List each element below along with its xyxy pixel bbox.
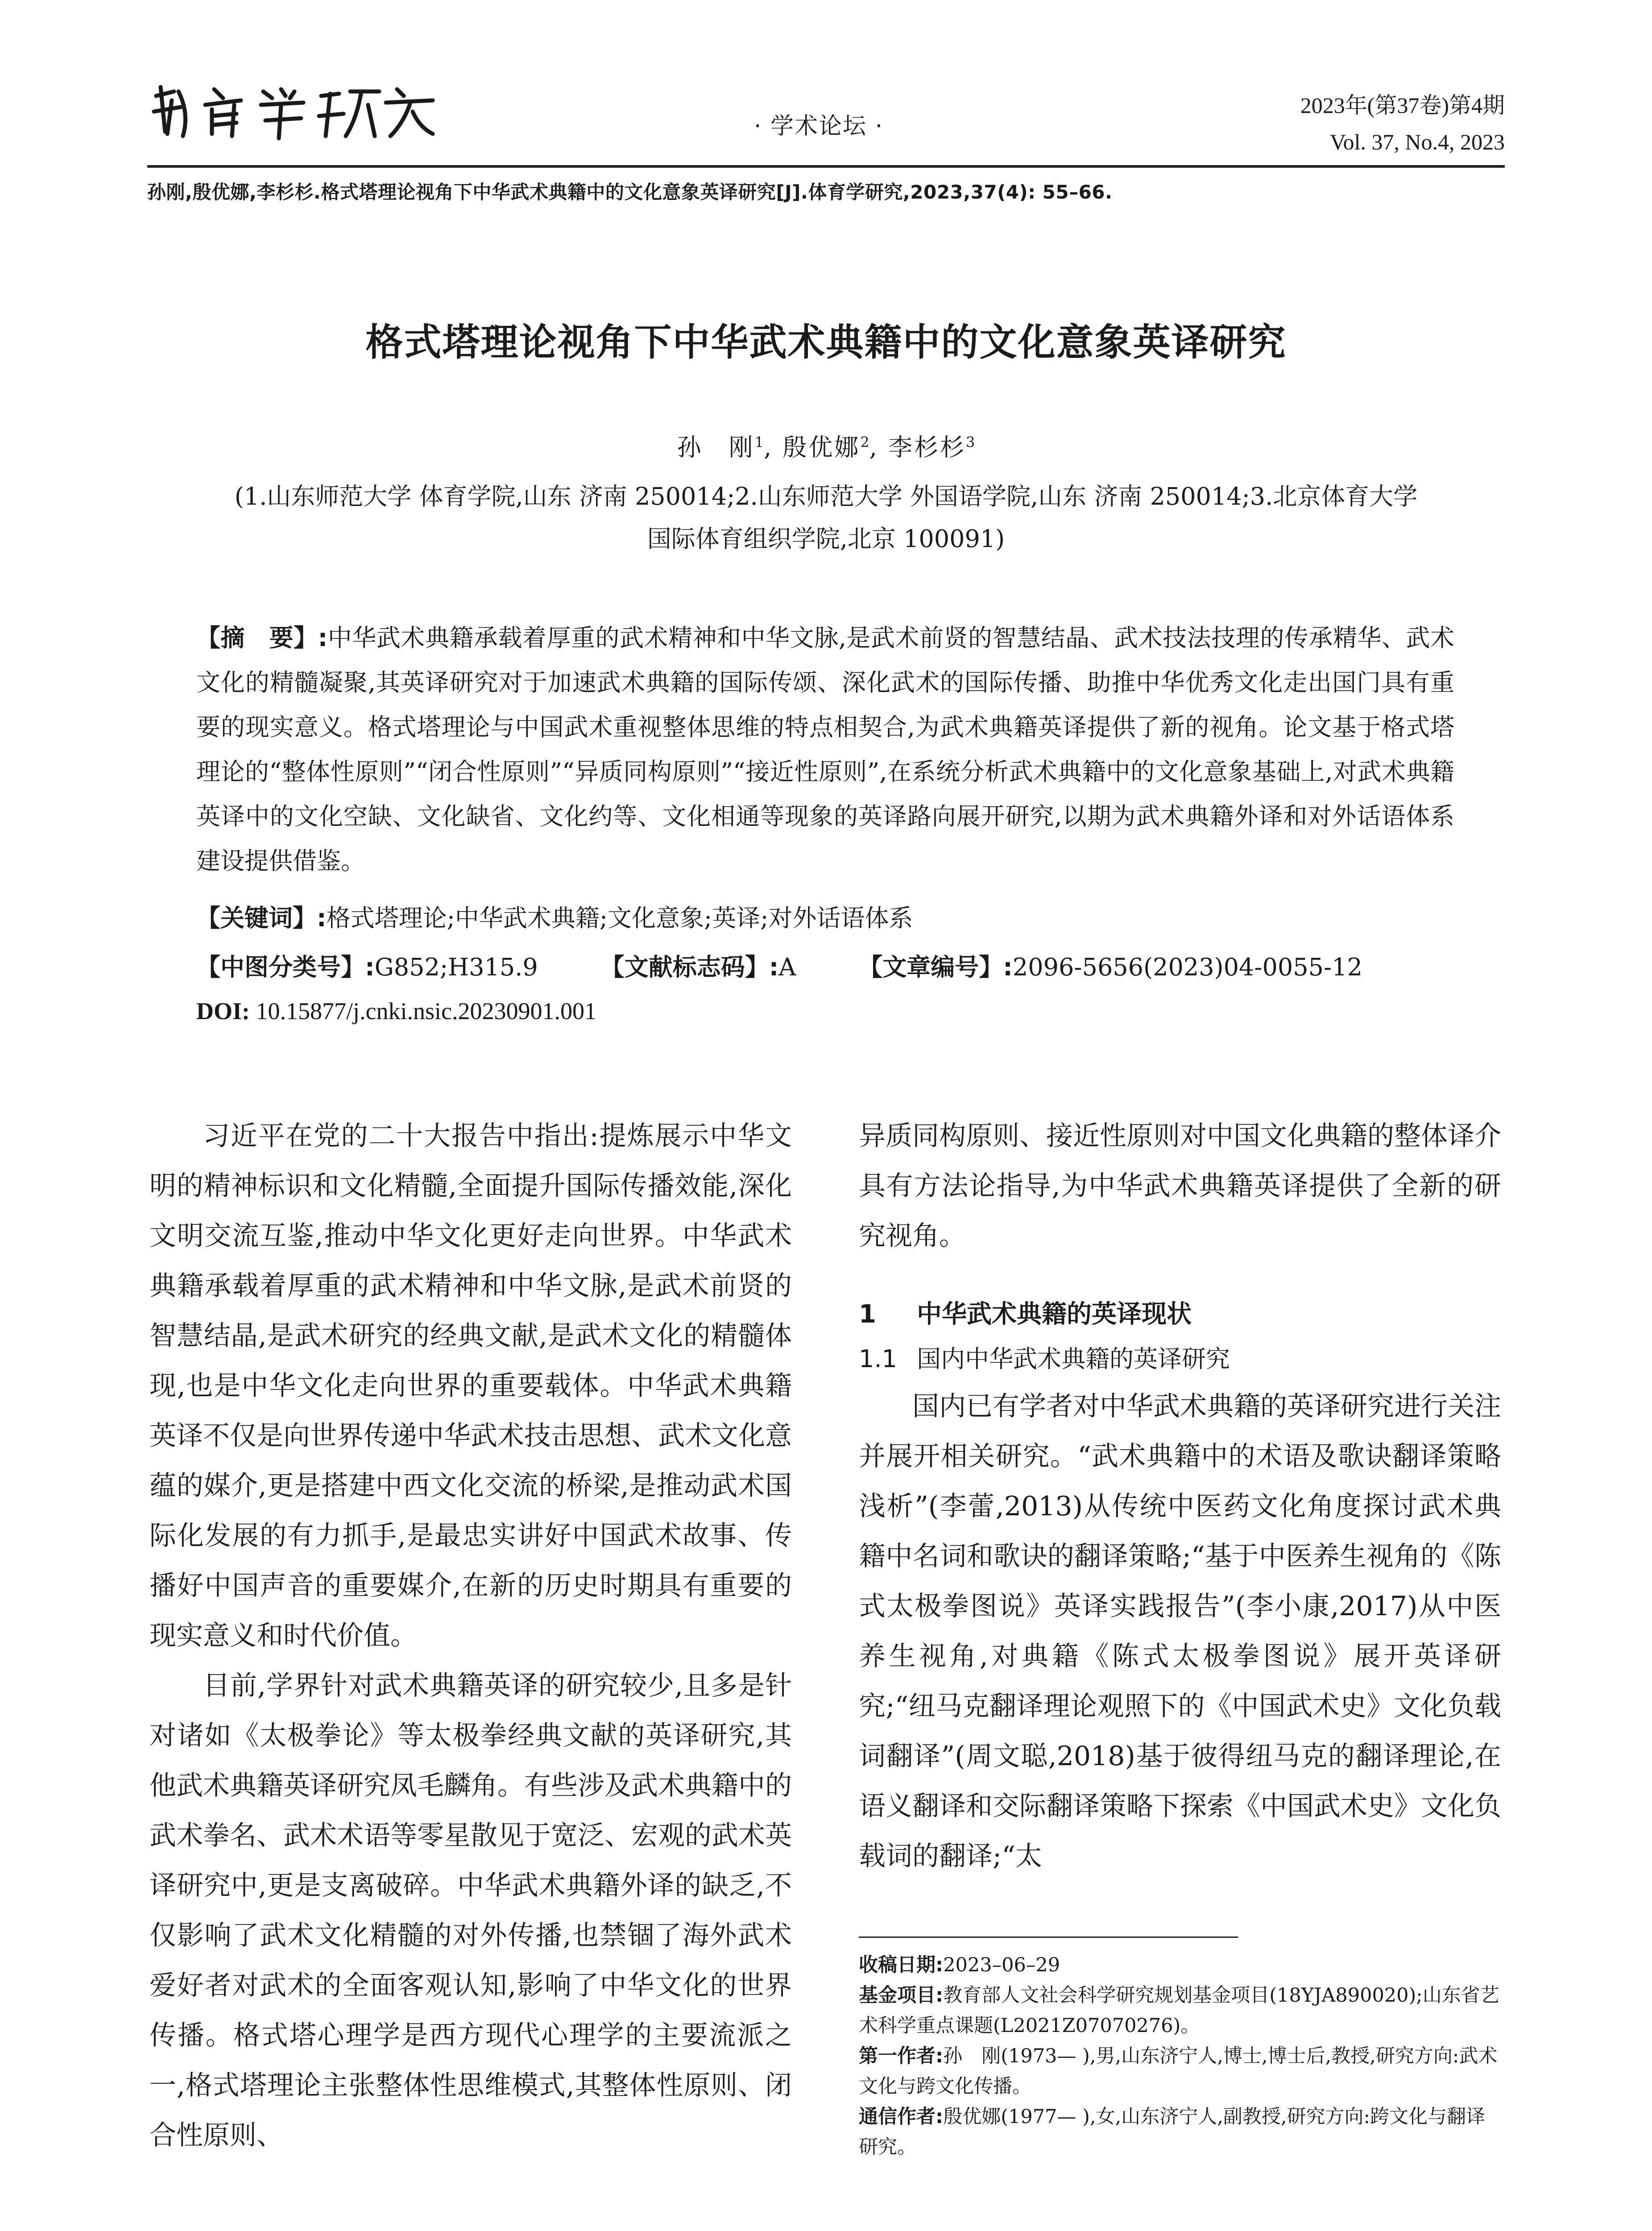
footnote-corresponding: [859, 2102, 1501, 2162]
footnote: [859, 1950, 1501, 2162]
footnote-value: 殷优娜(1977— ),女,山东济宁人,副教授,研究方向:跨文化与翻译研究。: [859, 2106, 1486, 2158]
doc-code-value: A: [778, 953, 796, 981]
footnote-label: 基金项目:: [859, 1984, 944, 2007]
keywords-text: 格式塔理论;中华武术典籍;文化意象;英译;对外话语体系: [326, 904, 913, 932]
author-affil-mark: 2: [860, 434, 869, 451]
issue-info: [1300, 87, 1505, 160]
section-number: 1: [859, 1300, 876, 1329]
body-paragraph: 异质同构原则、接近性原则对中国文化典籍的整体译介具有方法论指导,为中华武术典籍英译提供了全新的研究视角。: [859, 1120, 1501, 1252]
author-affil-mark: 1: [754, 434, 764, 451]
author-name: 殷优娜: [783, 433, 861, 461]
body-column-right: [859, 1111, 1501, 1881]
section-tag: · 学术论坛 ·: [754, 113, 884, 140]
body-paragraph: 目前,学界针对武术典籍英译的研究较少,且多是针对诸如《太极拳论》等太极拳经典文献的英译研究,其他武术典籍英译研究凤毛麟角。有些涉及武术典籍中的武术拳名、武术术语等零星散见于宽泛、宏观的武术英译研究中,更是支离破碎。中华武术典籍外译的缺乏,不仅影响了武术文化精髓的对外传播,也禁锢了海外武术爱好者对武术的全面客观认知,影响了中华文化的世界传播。格式塔心理学是西方现代心理学的主要流派之一,格式塔理论主张整体性思维模式,其整体性原则、闭合性原则、: [149, 1670, 792, 2151]
citation-line: 孙刚,殷优娜,李杉杉.格式塔理论视角下中华武术典籍中的文化意象英译研究[J].体育学研究,2023,37(4): 55–66.: [147, 181, 1113, 203]
journal-logo: [147, 78, 437, 145]
journal-logo-calligraphy: [147, 78, 437, 145]
abstract-label: 【摘 要】:: [196, 624, 328, 652]
article-no-value: 2096-5656(2023)04-0055-12: [1012, 953, 1362, 981]
footnote-received: [859, 1950, 1501, 1980]
subsection-number: 1.1: [859, 1345, 897, 1373]
subsection-heading: [859, 1337, 1501, 1381]
footnote-label: 第一作者:: [859, 2045, 944, 2067]
body-paragraph: 国内已有学者对中华武术典籍的英译研究进行关注并展开相关研究。“武术典籍中的术语及歌诀翻译策略浅析”(李蕾,2013)从传统中医药文化角度探讨武术典籍中名词和歌诀的翻译策略;“基于中医养生视角的《陈式太极拳图说》英译实践报告”(李小康,2017)从中医养生视角,对典籍《陈式太极拳图说》展开英译研究;“纽马克翻译理论观照下的《中国武术史》文化负载词翻译”(周文聪,2018)基于彼得纽马克的翻译理论,在语义翻译和交际翻译策略下探索《中国武术史》文化负载词的翻译;“太: [859, 1391, 1501, 1872]
article-no-label: 【文章编号】:: [858, 953, 1013, 981]
section-heading-text: 中华武术典籍的英译现状: [917, 1300, 1192, 1329]
footnote-value: 教育部人文社会科学研究规划基金项目(18YJA890020);山东省艺术科学重点课题(L2021Z07070276)。: [859, 1984, 1499, 2037]
footnote-rule: [859, 1937, 1238, 1938]
footnote-label: 通信作者:: [859, 2106, 944, 2128]
footnote-fund: [859, 1980, 1501, 2041]
doi-line: [196, 997, 596, 1025]
keywords-label: 【关键词】:: [196, 904, 327, 932]
author-name: 孙 刚: [677, 433, 755, 461]
author-name: 李杉杉: [888, 433, 966, 461]
abstract-text: 中华武术典籍承载着厚重的武术精神和中华文脉,是武术前贤的智慧结晶、武术技法技理的传承精华、武术文化的精髓凝聚,其英译研究对于加速武术典籍的国际传颂、深化武术的国际传播、助推中华优秀文化走出国门具有重要的现实意义。格式塔理论与中国武术重视整体思维的特点相契合,为武术典籍英译提供了新的视角。论文基于格式塔理论的“整体性原则”“闭合性原则”“异质同构原则”“接近性原则”,在系统分析武术典籍中的文化意象基础上,对武术典籍英译中的文化空缺、文化缺省、文化约等、文化相通等现象的英译路向展开研究,以期为武术典籍外译和对外话语体系建设提供借鉴。: [196, 624, 1454, 875]
doc-code-label: 【文献标志码】:: [600, 953, 779, 981]
author-list: 孙 刚$^1$, 殷优娜$^2$, 李杉杉$^3$: [677, 433, 975, 461]
article-title: 格式塔理论视角下中华武术典籍中的文化意象英译研究: [365, 320, 1287, 364]
issue-line-en: Vol. 37, No.4, 2023: [1329, 129, 1505, 154]
body-paragraph: 习近平在党的二十大报告中指出:提炼展示中华文明的精神标识和文化精髓,全面提升国际传播效能,深化文明交流互鉴,推动中华文化更好走向世界。中华武术典籍承载着厚重的武术精神和中华文脉,是武术前贤的智慧结晶,是武术研究的经典文献,是武术文化的精髓体现,也是中华文化走向世界的重要载体。中华武术典籍英译不仅是向世界传递中华武术技击思想、武术文化意蕴的媒介,更是搭建中西文化交流的桥梁,是推动武术国际化发展的有力抓手,是最忠实讲好中国武术故事、传播好中国声音的重要媒介,在新的历史时期具有重要的现实意义和时代价值。: [149, 1120, 792, 1651]
issue-line-cn: 2023年(第37卷)第4期: [1300, 93, 1505, 118]
affiliation-line: (1.山东师范大学 体育学院,山东 济南 250014;2.山东师范大学 外国语学院,山东 济南 250014;3.北京体育大学: [234, 482, 1418, 510]
clc-value: G852;H315.9: [374, 953, 538, 981]
footnote-label: 收稿日期:: [859, 1954, 944, 1976]
section-heading: [859, 1292, 1501, 1337]
affiliations: [147, 475, 1505, 560]
footnote-value: 2023–06–29: [943, 1954, 1060, 1976]
subsection-heading-text: 国内中华武术典籍的英译研究: [917, 1345, 1230, 1373]
author-affil-mark: 3: [966, 434, 975, 451]
abstract: [196, 616, 1454, 883]
clc-label: 【中图分类号】:: [196, 953, 375, 981]
affiliation-line: 国际体育组织学院,北京 100091): [647, 525, 1005, 553]
doi-value: 10.15877/j.cnki.nsic.20230901.001: [256, 998, 596, 1024]
doi-label: DOI:: [196, 998, 250, 1024]
body-column-left: [149, 1111, 792, 2161]
keywords: [196, 899, 913, 933]
footnote-first-author: [859, 2041, 1501, 2102]
header-rule: [147, 165, 1505, 168]
classification-line: [196, 948, 1362, 983]
footnote-value: 孙 刚(1973— ),男,山东济宁人,博士,博士后,教授,研究方向:武术文化与跨文化传播。: [859, 2045, 1498, 2098]
